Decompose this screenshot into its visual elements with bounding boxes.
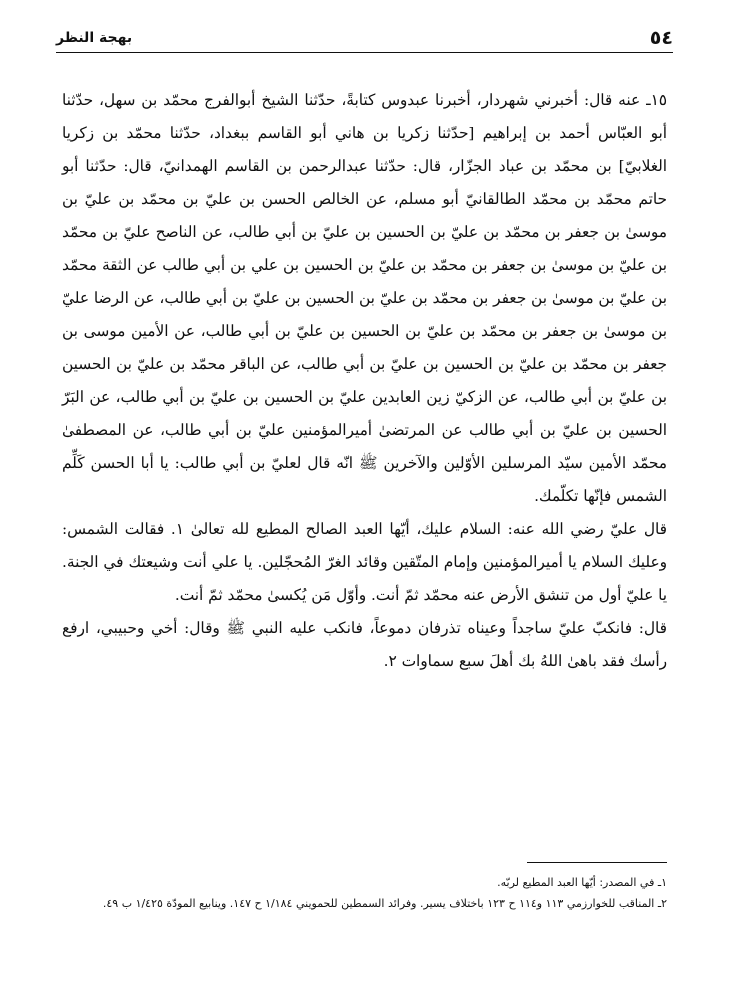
paragraph-prostration: قال: فانكبّ عليّ ساجداً وعيناه تذرفان دموعاً، فانكب عليه النبي ﷺ وقال: أخي وحبيبي، ارفع رأسك فقد باهىٰ اللهُ بك أهلَ سبع سماوات ٢.: [62, 619, 667, 670]
running-title: بهجة النظر: [56, 30, 133, 46]
paragraph-sun-reply: قال عليّ رضي الله عنه: السلام عليك، أيّها العبد الصالح المطيع لله تعالىٰ ١. فقالت الشمس: وعليك السلام يا أميرالمؤمنين وإمام المتّقين وقائد الغرّ المُحجّلين. يا علي أنت وشيعتك في الجنة. يا عليّ أول من تنشق الأرض عنه محمّد ثمّ أنت. وأوّل مَن يُكسىٰ محمّد ثمّ أنت.: [62, 520, 667, 604]
header-rule: [56, 52, 673, 53]
paragraph-hadith-chain: ١٥ـ عنه قال: أخبرني شهردار، أخبرنا عبدوس كتابةً، حدّثنا الشيخ أبوالفرج محمّد بن سهل، حدّثنا أبو العبّاس أحمد بن إبراهيم [حدّثنا زكريا بن هاني أبو القاسم ببغداد، حدّثنا محمّد بن زكريا الغلابيّ] بن محمّد بن عباد الجزّار، قال: حدّثنا عبدالرحمن بن القاسم الهمدانيّ، قال: حدّثنا أبو حاتم محمّد بن محمّد الطالقانيّ أبو مسلم، عن الخالص الحسن بن عليّ بن محمّد بن عليّ بن موسىٰ بن جعفر بن محمّد بن عليّ بن الحسين بن عليّ بن أبي طالب، عن الناصح عليّ بن محمّد بن عليّ بن موسىٰ بن جعفر بن محمّد بن عليّ بن الحسين بن علي بن أبي طالب عن الثقة محمّد بن عليّ بن موسىٰ بن جعفر بن محمّد بن عليّ بن الحسين بن عليّ بن أبي طالب، عن الرضا عليّ بن موسىٰ بن جعفر بن محمّد بن عليّ بن الحسين بن عليّ بن أبي طالب، عن الأمين موسى بن جعفر بن محمّد بن عليّ بن الحسين بن عليّ بن أبي طالب، عن الباقر محمّد بن عليّ بن الحسين بن عليّ بن أبي طالب، عن الزكيّ زين العابدين عليّ بن الحسين بن عليّ بن أبي طالب، عن البَرّ الحسين بن عليّ بن أبي طالب عن المرتضىٰ أميرالمؤمنين عليّ بن أبي طالب، عن المصطفىٰ محمّد الأمين سيّد المرسلين الأوّلين والآخرين ﷺ انّه قال لعليّ بن أبي طالب: يا أبا الحسن كَلِّم الشمس فإنّها تكلّمك.: [62, 91, 667, 505]
footnote-1: ١ـ في المصدر: أيّها العبد المطيع لربّه.: [497, 876, 667, 889]
body-text: [62, 84, 667, 678]
footnotes: [62, 872, 667, 914]
footnote-rule: [527, 862, 667, 863]
footnote-2: ٢ـ المناقب للخوارزمي ١١٣ و١١٤ ح ١٢٣ باختلاف يسير. وفرائد السمطين للحمويني ١/١٨٤ ح ١٤٧. وينابيع المودّة ١/٤٢٥ ب ٤٩.: [102, 897, 667, 910]
running-head: [56, 26, 673, 50]
page-number: ٥٤: [649, 27, 673, 49]
